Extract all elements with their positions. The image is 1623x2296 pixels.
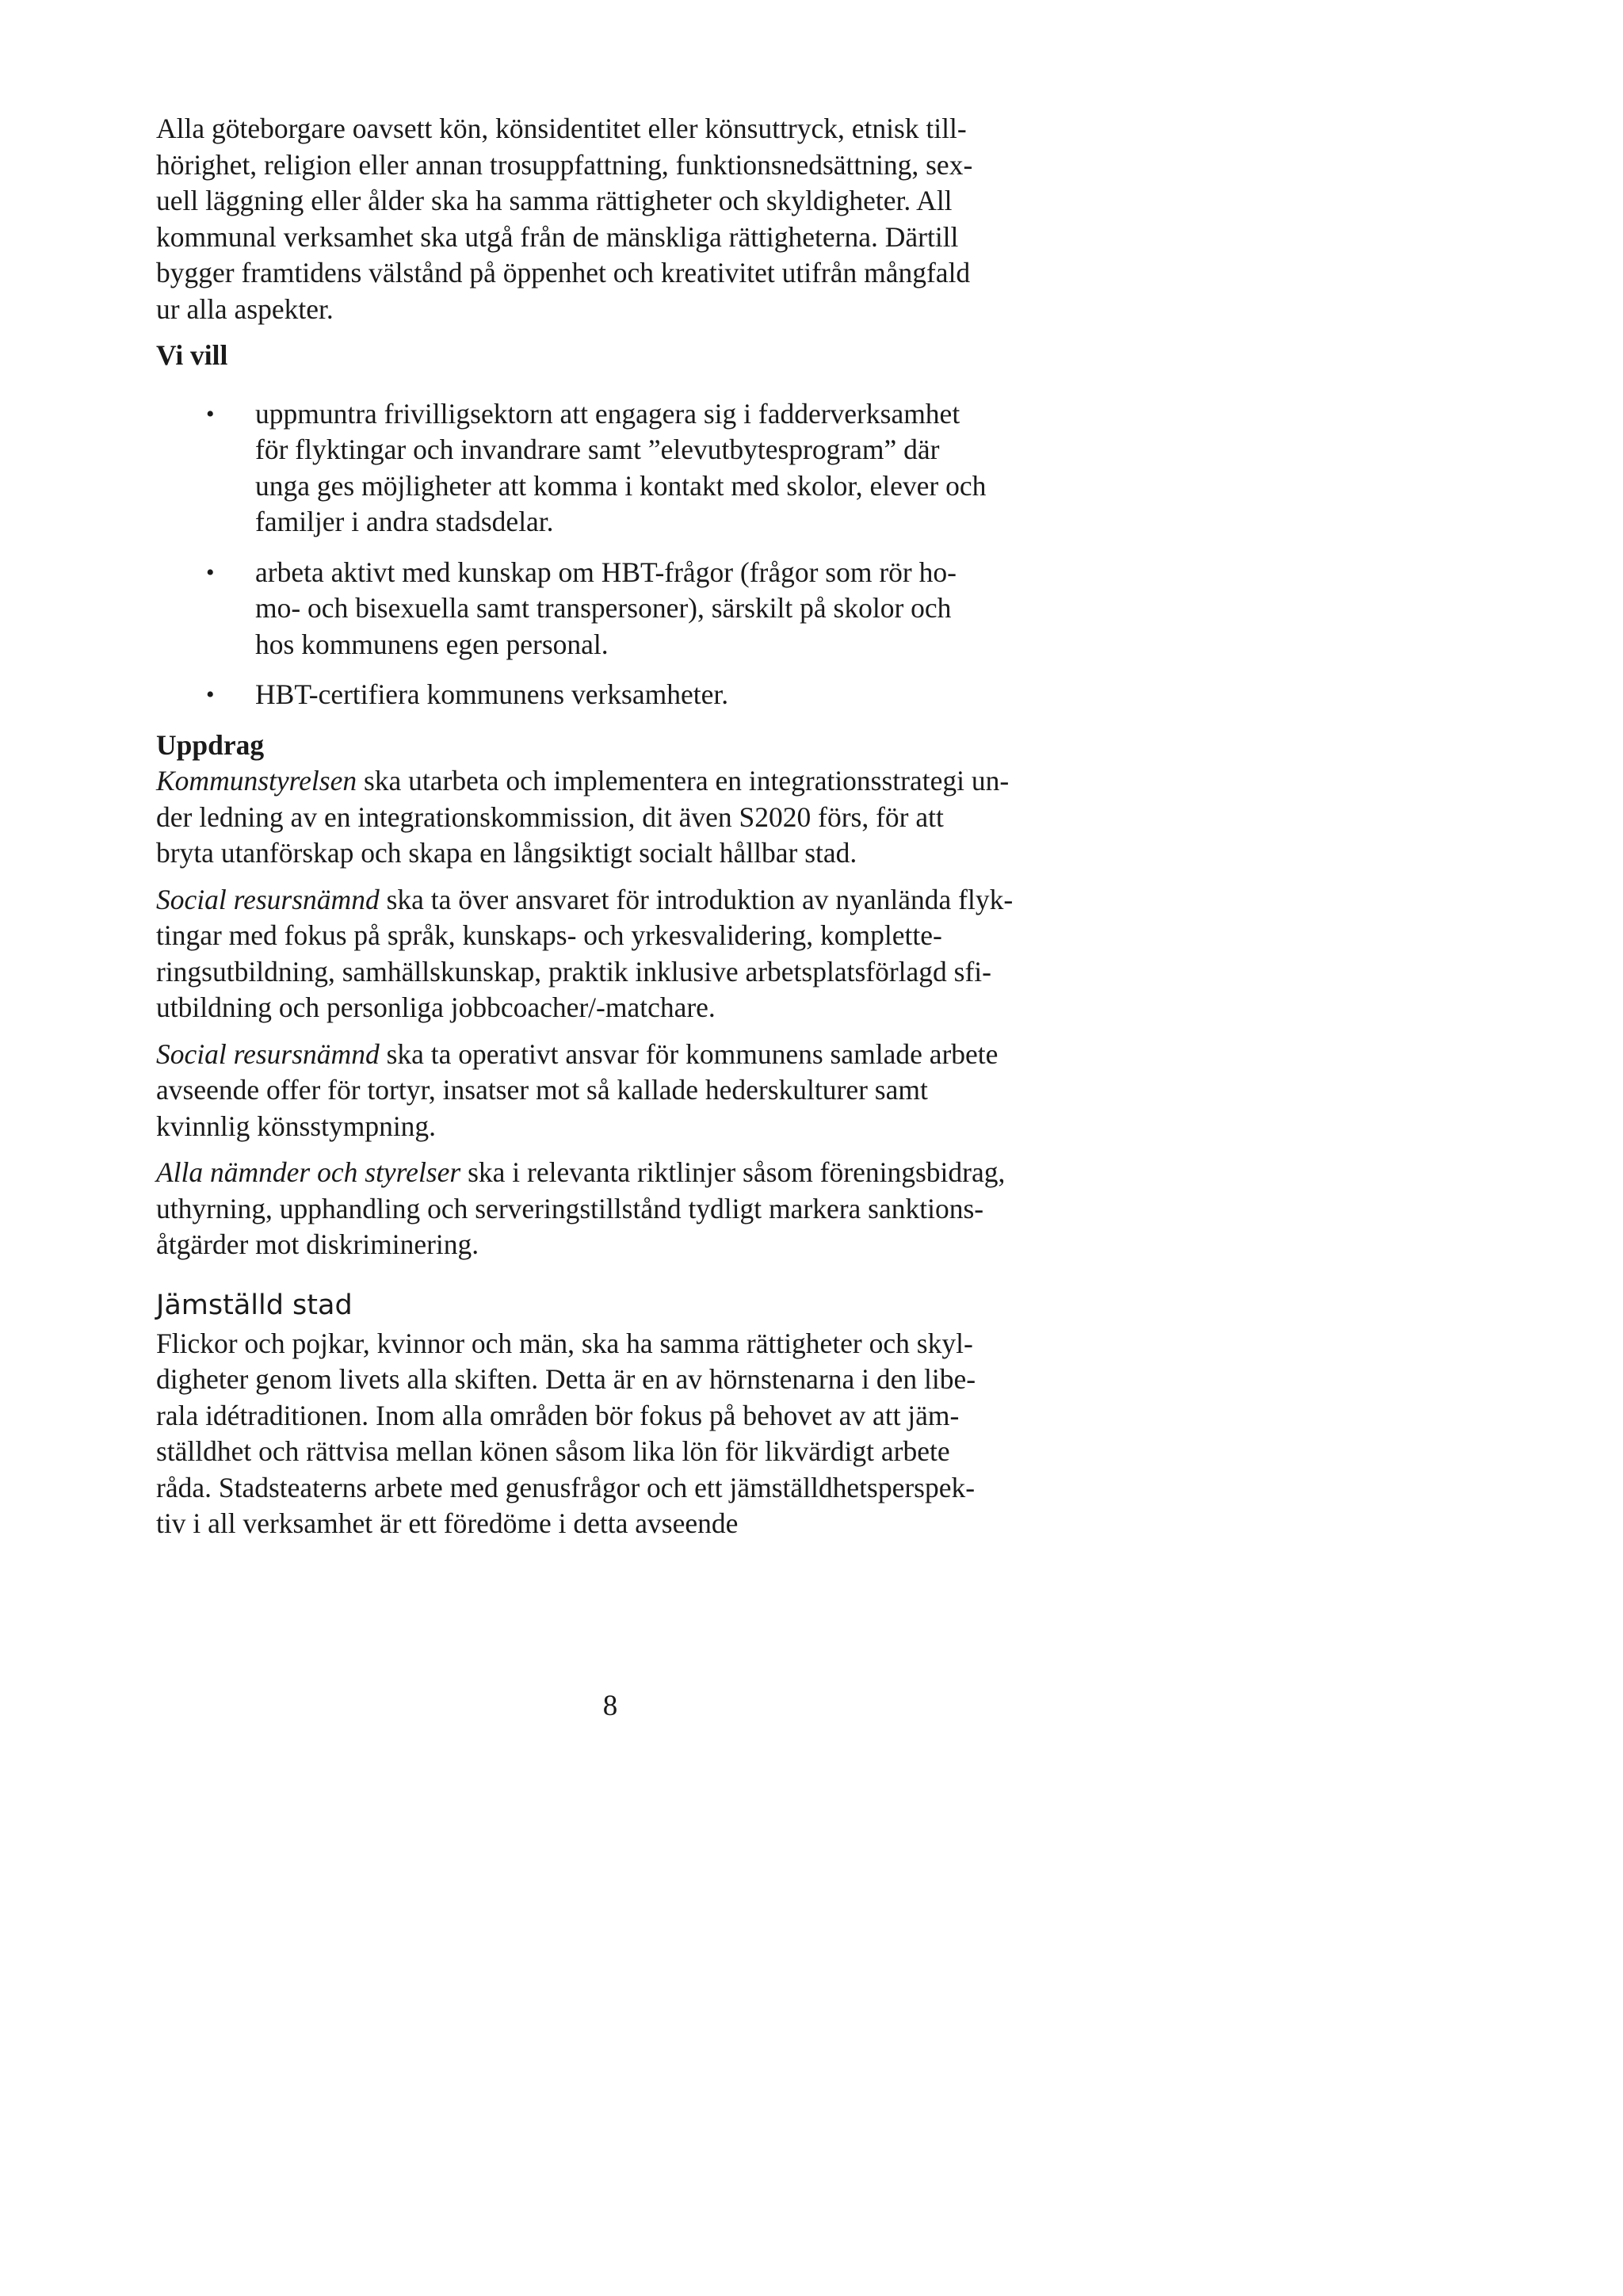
responsible-body: Kommunstyrelsen: [156, 765, 357, 797]
uppdrag-line: kvinnlig könsstympning.: [156, 1110, 437, 1142]
bullet-icon: •: [206, 559, 215, 586]
uppdrag-line: utbildning och personliga jobbcoacher/-matchare.: [156, 991, 716, 1023]
bullet-line: för flyktingar och invandrare samt ”elevutbytesprogram” där: [255, 434, 940, 465]
list-item: [156, 555, 1091, 663]
intro-paragraph: [156, 111, 1091, 327]
uppdrag-line: tingar med fokus på språk, kunskaps- och yrkesvalidering, komplette-: [156, 919, 942, 951]
uppdrag-line: [156, 1037, 1091, 1073]
bullet-line: uppmuntra frivilligsektorn att engagera sig i fadderverksamhet: [255, 397, 960, 430]
uppdrag-line: [156, 763, 1091, 800]
responsible-body: Social resursnämnd: [156, 1037, 380, 1070]
intro-line: kommunal verksamhet ska utgå från de mänskliga rättigheterna. Därtill: [156, 220, 959, 253]
document-page: [156, 111, 1091, 1553]
uppdrag-paragraph: [156, 882, 1091, 1026]
intro-line: hörighet, religion eller annan trosuppfattning, funktionsnedsättning, sex-: [156, 148, 973, 181]
responsible-body: Social resursnämnd: [156, 883, 380, 915]
page-number: 8: [602, 1690, 618, 1722]
bullet-line: hos kommunens egen personal.: [255, 628, 609, 660]
bullet-line: unga ges möjligheter att komma i kontakt med skolor, elever och: [255, 469, 987, 502]
vi-vill-label: Vi vill: [156, 339, 228, 371]
jamstalld-line: Flickor och pojkar, kvinnor och män, ska ha samma rättigheter och skyl-: [156, 1327, 973, 1359]
jamstalld-line: rala idétraditionen. Inom alla områden bör fokus på behovet av att jäm-: [156, 1399, 960, 1431]
jamstalld-line: digheter genom livets alla skiften. Detta är en av hörnstenarna i den libe-: [156, 1363, 976, 1395]
bullet-line: mo- och bisexuella samt transpersoner), särskilt på skolor och: [255, 592, 952, 624]
bullet-line: HBT-certifiera kommunens verksamheter.: [255, 678, 729, 710]
responsible-body: Alla nämnder och styrelser: [156, 1156, 461, 1188]
uppdrag-label: Uppdrag: [156, 728, 265, 761]
jamstalld-line: råda. Stadsteaterns arbete med genusfrågor och ett jämställdhetsperspek-: [156, 1471, 976, 1503]
uppdrag-paragraph: [156, 1155, 1091, 1263]
bullet-icon: •: [206, 682, 215, 708]
uppdrag-line: [156, 882, 1091, 919]
intro-line: Alla göteborgare oavsett kön, könsidentitet eller könsuttryck, etnisk till-: [156, 113, 967, 144]
uppdrag-line: der ledning av en integrationskommission, dit även S2020 förs, för att: [156, 800, 944, 833]
jamstalld-line: tiv i all verksamhet är ett föredöme i detta avseende: [156, 1507, 739, 1539]
uppdrag-line: ringsutbildning, samhällskunskap, praktik inklusive arbetsplatsförlagd sfi-: [156, 955, 991, 988]
uppdrag-line: [156, 1155, 1091, 1191]
jamstalld-paragraph: [156, 1326, 1091, 1542]
intro-line: ur alla aspekter.: [156, 292, 334, 325]
uppdrag-text: ska i relevanta riktlinjer såsom föreningsbidrag,: [460, 1156, 1006, 1188]
uppdrag-line: avseende offer för tortyr, insatser mot så kallade hederskulturer samt: [156, 1074, 928, 1106]
bullet-line: familjer i andra stadsdelar.: [255, 506, 554, 537]
uppdrag-line: bryta utanförskap och skapa en långsiktigt socialt hållbar stad.: [156, 837, 857, 869]
list-item: [156, 396, 1091, 541]
uppdrag-paragraph: [156, 763, 1091, 872]
uppdrag-line: uthyrning, upphandling och serveringstillstånd tydligt markera sanktions-: [156, 1192, 984, 1224]
section-heading: Jämställd stad: [156, 1289, 353, 1321]
jamstalld-line: ställdhet och rättvisa mellan könen såsom lika lön för likvärdigt arbete: [156, 1435, 950, 1467]
intro-line: uell läggning eller ålder ska ha samma rättigheter och skyldigheter. All: [156, 185, 953, 216]
uppdrag-text: ska utarbeta och implementera en integrationsstrategi un-: [357, 765, 1010, 797]
vi-vill-list: [156, 396, 1091, 713]
uppdrag-paragraph: [156, 1037, 1091, 1145]
uppdrag-line: åtgärder mot diskriminering.: [156, 1228, 479, 1260]
uppdrag-text: ska ta över ansvaret för introduktion av nyanlända flyk-: [379, 883, 1014, 915]
uppdrag-text: ska ta operativt ansvar för kommunens samlade arbete: [379, 1037, 999, 1070]
list-item: [156, 677, 1091, 713]
bullet-line: arbeta aktivt med kunskap om HBT-frågor (frågor som rör ho-: [255, 556, 957, 588]
bullet-icon: •: [206, 400, 215, 427]
intro-line: bygger framtidens välstånd på öppenhet och kreativitet utifrån mångfald: [156, 257, 971, 288]
